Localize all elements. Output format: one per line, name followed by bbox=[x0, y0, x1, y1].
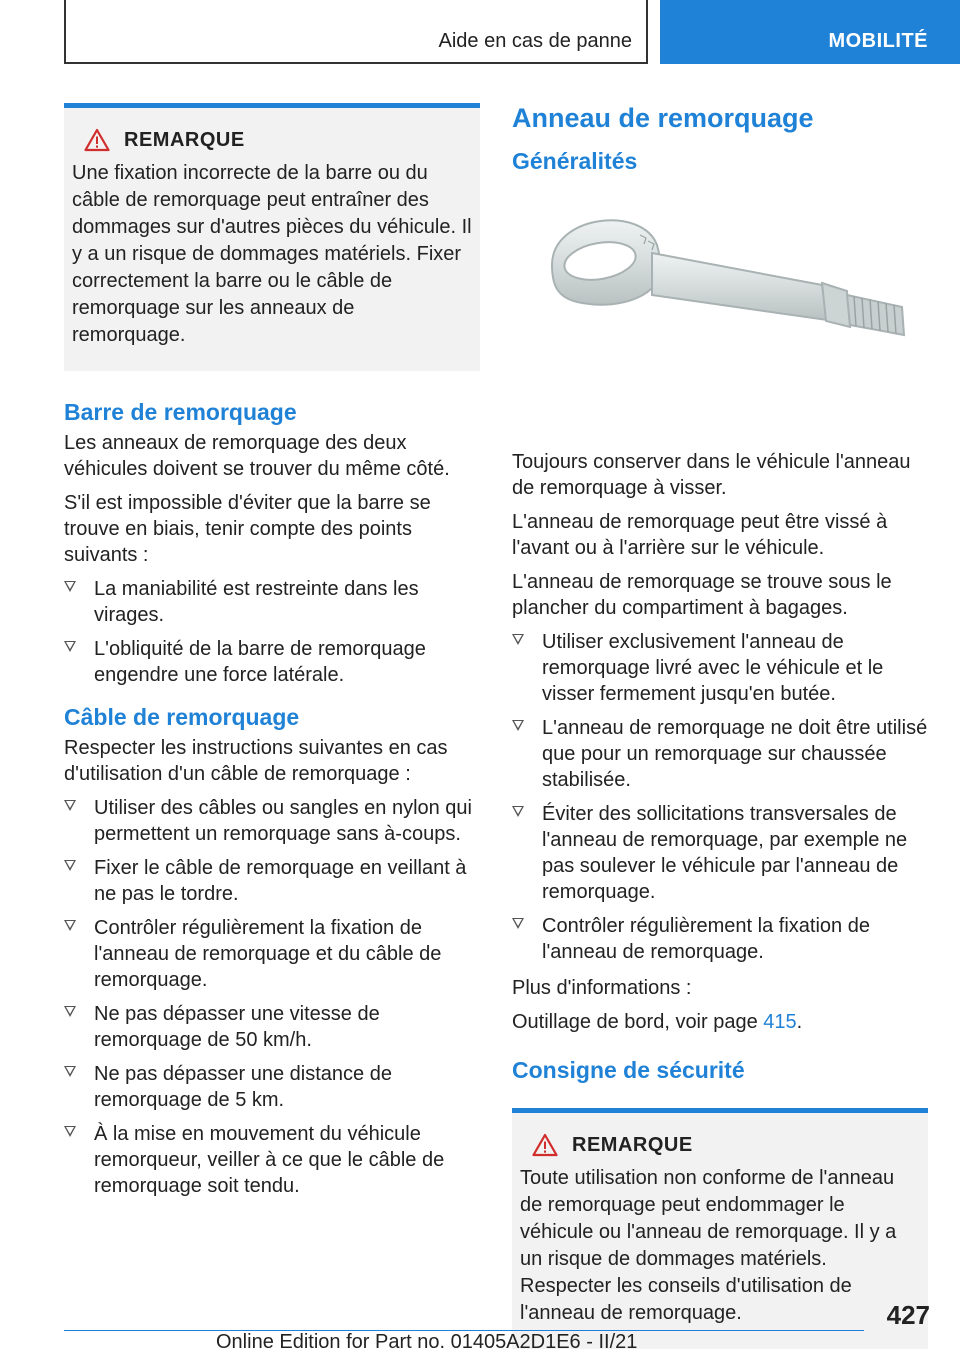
bullet-triangle-icon bbox=[512, 634, 524, 645]
list-item: Éviter des sollicitations transversales de l'anneau de remorquage, par exemple ne pas soulever le véhicule par l'anneau de remorquage. bbox=[512, 801, 928, 905]
general-list bbox=[512, 629, 928, 965]
warning-note-tow-eye bbox=[512, 1108, 928, 1349]
more-info-label: Plus d'informations : bbox=[512, 977, 692, 999]
bullet-triangle-icon bbox=[64, 1006, 76, 1017]
tow-bar-heading: Barre de remorquage bbox=[64, 399, 297, 425]
tow-bar-list bbox=[64, 576, 480, 688]
list-item: Ne pas dépasser une vitesse de remorquage de 50 km/h. bbox=[64, 1001, 480, 1053]
left-column bbox=[64, 103, 480, 1209]
header-section-box bbox=[64, 0, 648, 64]
list-item: La maniabilité est restreinte dans les virages. bbox=[64, 576, 480, 628]
list-item: Utiliser des câbles ou sangles en nylon qui permettent un remorquage sans à-coups. bbox=[64, 795, 480, 847]
safety-heading: Consigne de sécurité bbox=[512, 1057, 745, 1083]
general-paragraph-2: L'anneau de remorquage peut être vissé à l'avant ou à l'arrière sur le véhicule. bbox=[512, 511, 888, 559]
bullet-triangle-icon bbox=[64, 581, 76, 592]
note-text: Une fixation incorrecte de la barre ou du câble de remorquage peut entraîner des dommages sur d'autres pièces du véhicule. Il y a un risque de dommages matériels. Fixer correctement la barre ou le câble de remorquage sur les anneaux de remorquage. bbox=[72, 162, 472, 346]
page-number: 427 bbox=[886, 1300, 930, 1330]
bullet-triangle-icon bbox=[64, 920, 76, 931]
list-item: À la mise en mouvement du véhicule remorqueur, veiller à ce que le câble de remorquage soit tendu. bbox=[64, 1121, 480, 1199]
note-header bbox=[84, 128, 472, 152]
warning-note-towing bbox=[64, 103, 480, 371]
list-item: Fixer le câble de remorquage en veillant à ne pas le tordre. bbox=[64, 855, 480, 907]
tow-bar-paragraph-1: Les anneaux de remorquage des deux véhicules doivent se trouver du même côté. bbox=[64, 432, 450, 480]
note-title: REMARQUE bbox=[124, 128, 245, 151]
warning-triangle-icon bbox=[84, 128, 110, 152]
bullet-triangle-icon bbox=[64, 1126, 76, 1137]
bullet-triangle-icon bbox=[64, 860, 76, 871]
tow-cable-list bbox=[64, 795, 480, 1199]
bullet-triangle-icon bbox=[64, 800, 76, 811]
list-item: L'anneau de remorquage ne doit être utilisé que pour un remorquage sur chaussée stabilisée. bbox=[512, 715, 928, 793]
note-title: REMARQUE bbox=[572, 1133, 693, 1156]
list-item: Contrôler régulièrement la fixation de l'anneau de remorquage. bbox=[512, 913, 928, 965]
warning-triangle-icon bbox=[532, 1133, 558, 1157]
tow-bar-paragraph-2: S'il est impossible d'éviter que la barre se trouve en biais, tenir compte des points suivants : bbox=[64, 492, 431, 566]
tow-eye-illustration bbox=[512, 195, 928, 425]
bullet-triangle-icon bbox=[512, 720, 524, 731]
page-reference-link[interactable]: 415 bbox=[763, 1011, 797, 1033]
right-column bbox=[512, 103, 928, 1349]
bullet-triangle-icon bbox=[64, 1066, 76, 1077]
header-section-title: Aide en cas de panne bbox=[438, 30, 632, 52]
tow-cable-paragraph-1: Respecter les instructions suivantes en cas d'utilisation d'un câble de remorquage : bbox=[64, 737, 448, 785]
reference-line: Outillage de bord, voir page 415. bbox=[512, 1011, 803, 1033]
list-item: L'obliquité de la barre de remorquage engendre une force latérale. bbox=[64, 636, 480, 688]
general-paragraph-1: Toujours conserver dans le véhicule l'anneau de remorquage à visser. bbox=[512, 451, 911, 499]
list-item: Utiliser exclusivement l'anneau de remorquage livré avec le véhicule et le visser fermement jusqu'en butée. bbox=[512, 629, 928, 707]
header-chapter-title: MOBILITÉ bbox=[828, 30, 928, 52]
tow-cable-heading: Câble de remorquage bbox=[64, 704, 300, 730]
list-item: Ne pas dépasser une distance de remorquage de 5 km. bbox=[64, 1061, 480, 1113]
general-paragraph-3: L'anneau de remorquage se trouve sous le plancher du compartiment à bagages. bbox=[512, 571, 892, 619]
note-text: Toute utilisation non conforme de l'anneau de remorquage peut endommager le véhicule ou l'anneau de remorquage. Il y a un risque de dommages matériels. Respecter les conseils d'utilisation de l'anneau de remorquage. bbox=[520, 1167, 897, 1324]
bullet-triangle-icon bbox=[512, 806, 524, 817]
list-item: Contrôler régulièrement la fixation de l'anneau de remorquage et du câble de remorquage. bbox=[64, 915, 480, 993]
bullet-triangle-icon bbox=[64, 641, 76, 652]
general-heading: Généralités bbox=[512, 148, 638, 174]
note-header bbox=[532, 1133, 920, 1157]
bullet-triangle-icon bbox=[512, 918, 524, 929]
tow-eye-title: Anneau de remorquage bbox=[512, 103, 814, 133]
header-chapter-tab bbox=[660, 0, 960, 64]
footer-edition: Online Edition for Part no. 01405A2D1E6 - II/21 bbox=[216, 1331, 638, 1353]
